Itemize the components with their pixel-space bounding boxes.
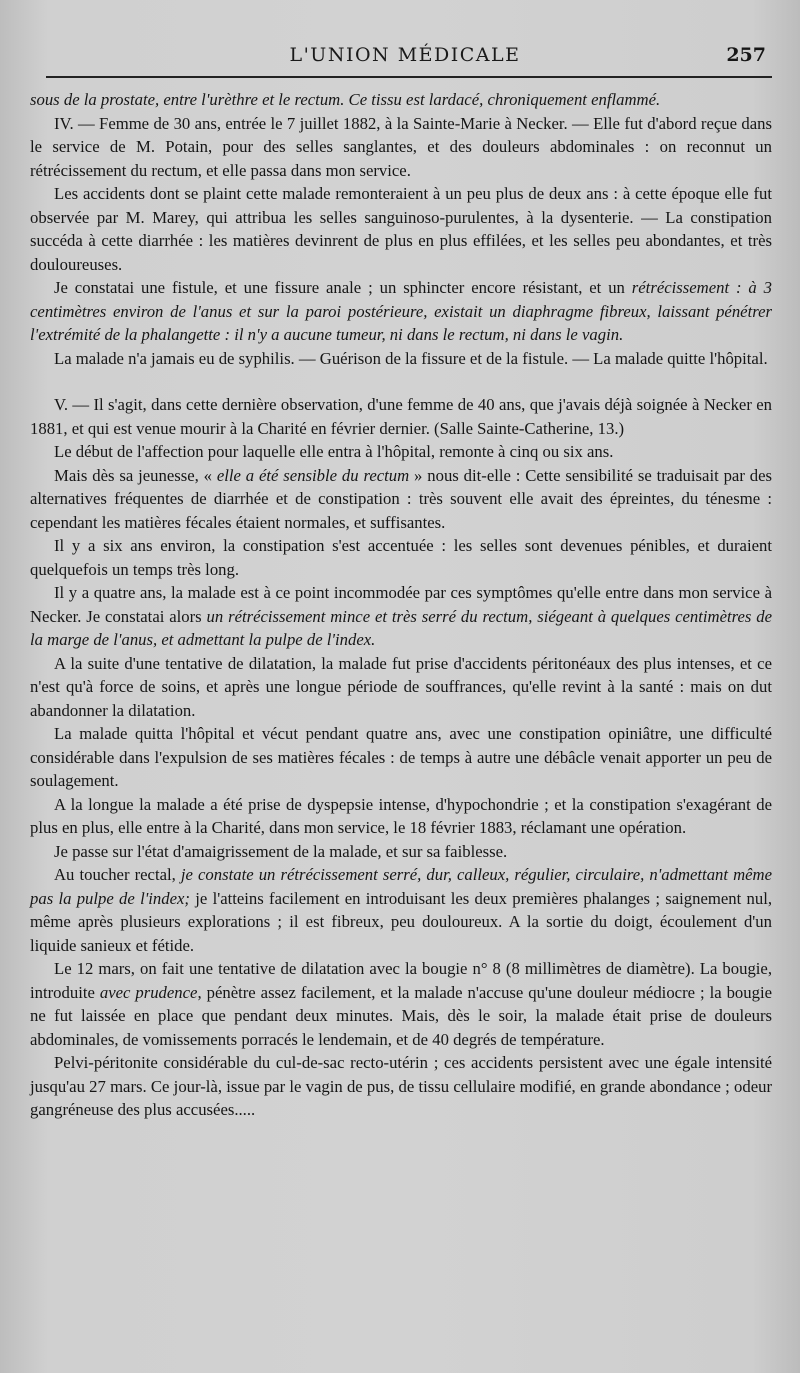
paragraph-p14 — [30, 863, 772, 957]
paragraph-p9 — [30, 581, 772, 652]
running-title: L'UNION MÉDICALE — [289, 44, 521, 66]
text-run: A la suite d'une tentative de dilatation, la malade fut prise d'accidents péritonéaux des plus intenses, et ce n'est qu'à force de soins, et après une longue période de souffrances, qu'elle revint à la santé : mais on dut abandonner la dilatation. — [30, 653, 772, 720]
text-run: Au toucher rectal, — [54, 865, 181, 884]
paragraph-p0 — [30, 88, 772, 112]
paragraph-p12 — [30, 793, 772, 840]
text-run: je l'atteins facilement en introduisant les deux premières phalanges ; saignement nul, même après plusieurs explorations ; il est fibreux, peu douloureux. A la sortie du doigt, écoulement d'un liquide sanieux et fétide. — [30, 888, 772, 955]
body-text — [30, 88, 772, 1122]
text-run: Le 12 mars, on fait une tentative de dilatation avec la bougie n° 8 (8 millimètres de diamètre). La bougie, introduite — [30, 959, 772, 1002]
paragraph-p1 — [30, 112, 772, 183]
paragraph-p13 — [30, 840, 772, 864]
paragraph-p3 — [30, 276, 772, 347]
text-run: » nous dit-elle : Cette sensibilité se traduisait par des alternatives fréquentes de diarrhée et de constipation : très souvent elle avait des épreintes, du ténesme : cependant les matières fécales étaient normales, et suffisantes. — [30, 465, 772, 532]
paragraph-p10 — [30, 652, 772, 723]
text-run: La malade n'a jamais eu de syphilis. — Guérison de la fissure et de la fistule. — La malade quitte l'hôpital. — [54, 348, 768, 368]
italic-text: je constate un rétrécissement serré, dur, calleux, régulier, circulaire, n'admettant même pas la pulpe de l'index; — [30, 865, 773, 908]
text-run: IV. — Femme de 30 ans, entrée le 7 juillet 1882, à la Sainte-Marie à Necker. — Elle fut d'abord reçue dans le service de M. Potain, pour des selles sanglantes, et des douleurs abdominales : on reconnut un rétrécissement du rectum, et elle passa dans mon service. — [30, 113, 772, 180]
paragraph-p16 — [30, 1051, 772, 1122]
paragraph-p11 — [30, 722, 772, 793]
paragraph-p8 — [30, 534, 772, 581]
text-run: Je passe sur l'état d'amaigrissement de la malade, et sur sa faiblesse. — [54, 841, 508, 861]
text-run: A la longue la malade a été prise de dyspepsie intense, d'hypochondrie ; et la constipation s'exagérant de plus en plus, elle entre à la Charité, dans mon service, le 18 février 1883, réclamant une opération. — [30, 794, 772, 837]
text-run: Il y a six ans environ, la constipation s'est accentuée : les selles sont devenues pénibles, et duraient quelquefois un temps très long. — [30, 536, 772, 579]
text-run: Pelvi-péritonite considérable du cul-de-sac recto-utérin ; ces accidents persistent avec une égale intensité jusqu'au 27 mars. Ce jour-là, issue par le vagin de pus, de tissu cellulaire modifié, en grande abondance ; odeur gangréneuse des plus accusées..... — [30, 1053, 772, 1119]
text-run: , pénètre assez facilement, et la malade n'accuse qu'une douleur médiocre ; la bougie ne fut laissée en place que pendant deux minutes. Mais, dès le soir, la malade était prise de douleurs abdominales, de vomissements porracés le lendemain, et de 40 degrés de température. — [30, 982, 773, 1049]
paragraph-p15 — [30, 957, 772, 1051]
text-run: Mais dès sa jeunesse, « — [54, 465, 217, 485]
paragraph-p5 — [30, 393, 772, 440]
paragraph-p4 — [30, 347, 772, 371]
page-header — [40, 38, 770, 68]
paragraph-p7 — [30, 464, 772, 535]
paragraph-p6 — [30, 440, 772, 464]
page-number: 257 — [726, 44, 766, 66]
text-run: V. — Il s'agit, dans cette dernière observation, d'une femme de 40 ans, que j'avais déjà soignée à Necker en 1881, et qui est venue mourir à la Charité en février dernier. (Salle Sainte-Catherine, 13.) — [30, 395, 772, 438]
italic-text: un rétrécissement mince et très serré du rectum, siégeant à quelques centimètres de la marge de l'anus, et admettant la pulpe de l'index. — [30, 606, 772, 649]
paragraph-gap — [30, 370, 772, 393]
italic-text: avec prudence — [99, 982, 198, 1002]
text-run: Je constatai une fistule, et une fissure anale ; un sphincter encore résistant, et un — [54, 278, 632, 297]
text-run: Le début de l'affection pour laquelle elle entra à l'hôpital, remonte à cinq ou six ans. — [54, 442, 614, 461]
header-rule — [46, 76, 772, 78]
italic-text: sous de la prostate, entre l'urèthre et le rectum. Ce tissu est lardacé, chroniquement enflammé. — [30, 90, 661, 109]
text-run: Les accidents dont se plaint cette malade remonteraient à un peu plus de deux ans : à cette époque elle fut observée par M. Marey, qui attribua les selles sanguinoso-purulentes, à la dysenterie. — La constipation succéda à cette diarrhée : les matières devinrent de plus en plus effilées, et les selles peu abondantes, et très douloureuses. — [30, 184, 772, 274]
italic-text: rétrécissement : à 3 centimètres environ de l'anus et sur la paroi postérieure, existait un diaphragme fibreux, laissant pénétrer l'extrémité de la phalangette : il n'y a aucune tumeur, ni dans le rectum, ni dans le vagin. — [30, 278, 772, 344]
text-run: Il y a quatre ans, la malade est à ce point incommodée par ces symptômes qu'elle entre dans mon service à Necker. Je constatai alors — [30, 583, 772, 626]
text-run: La malade quitta l'hôpital et vécut pendant quatre ans, avec une constipation opiniâtre, une difficulté considérable dans l'expulsion de ses matières fécales : de temps à autre une débâcle venait apporter un peu de soulagement. — [30, 724, 772, 790]
paragraph-p2 — [30, 182, 772, 276]
italic-text: elle a été sensible du rectum — [216, 465, 410, 485]
